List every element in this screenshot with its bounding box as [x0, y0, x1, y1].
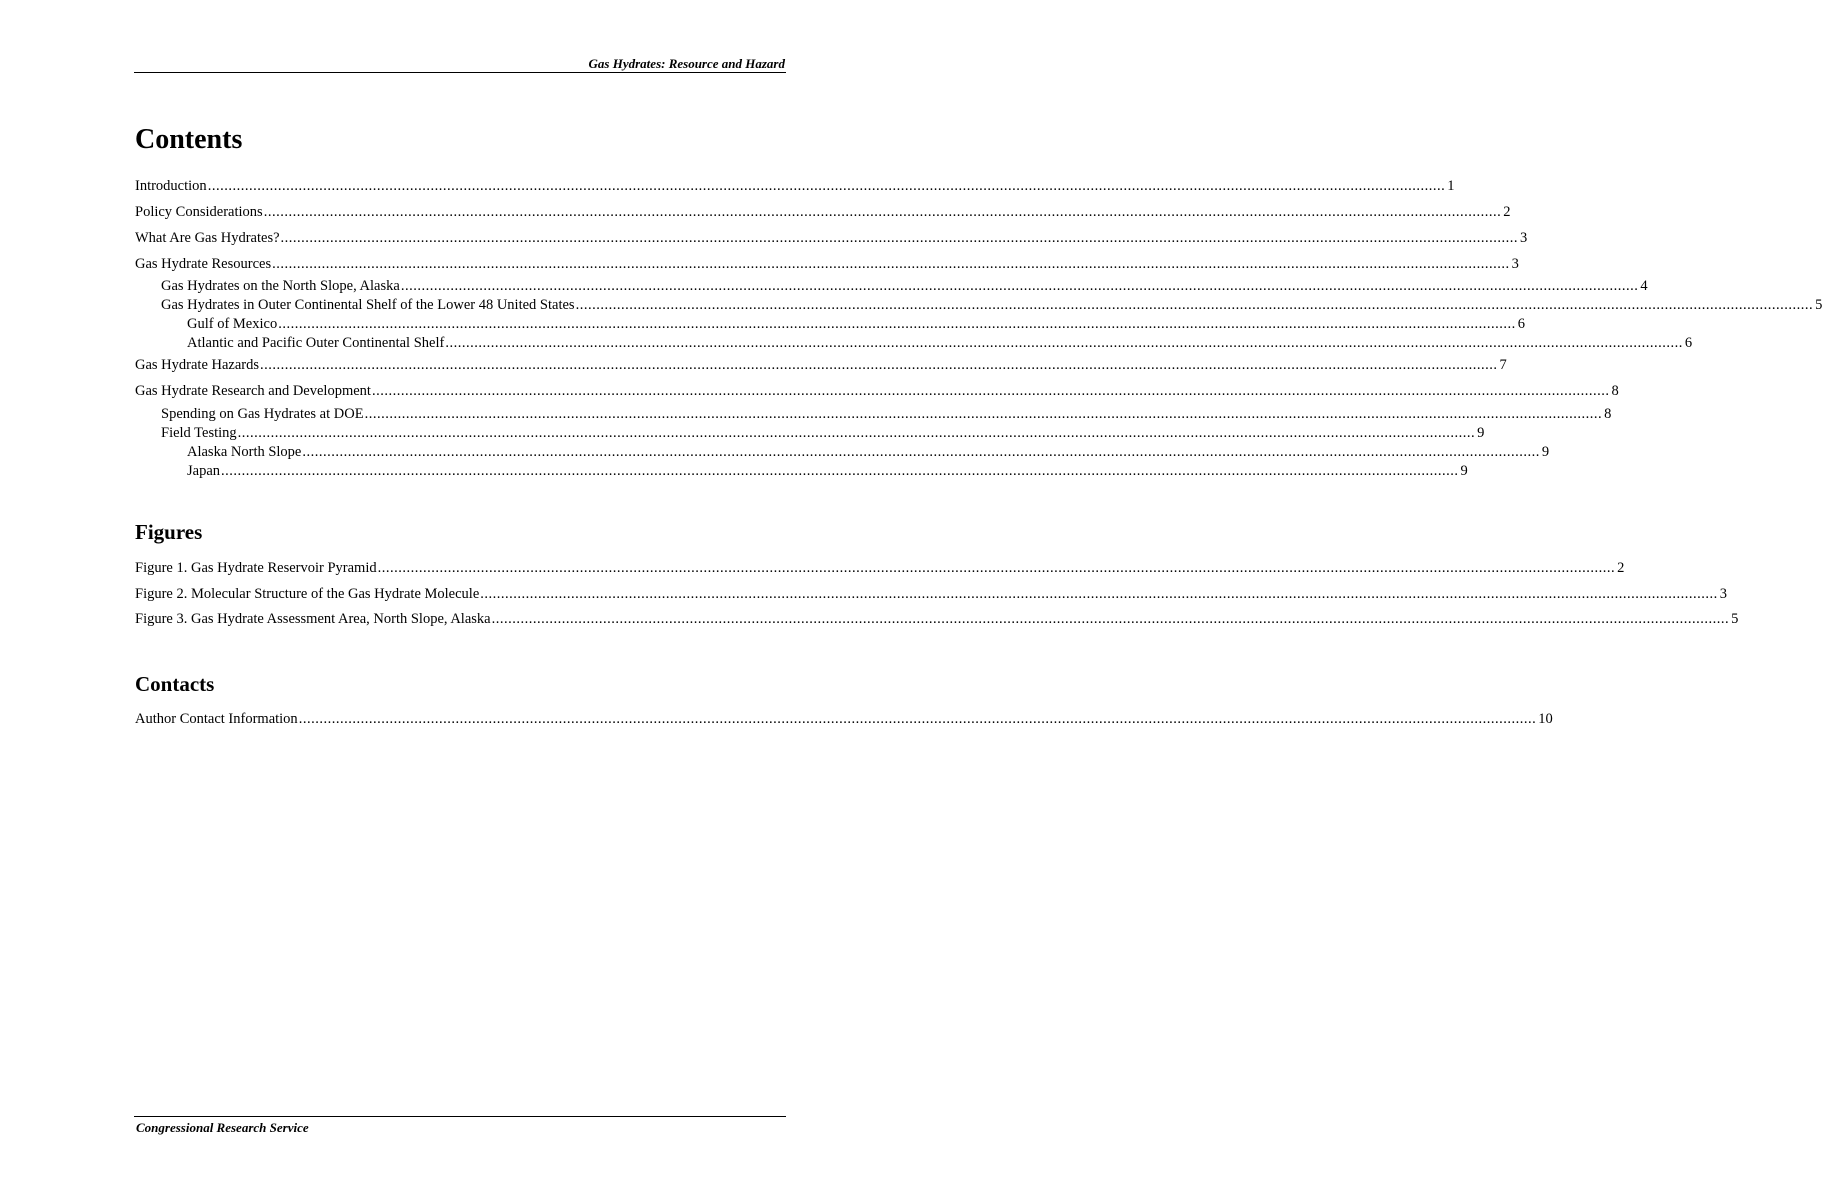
toc-leader: ............................................................................................................................................................................................................................................................................................................ [272, 256, 1510, 272]
toc-leader: ............................................................................................................................................................................................................................................................................................................ [207, 178, 1446, 194]
toc-page-number: 9 [1541, 444, 1550, 460]
toc-entry-label: Gas Hydrate Hazards [135, 357, 260, 373]
toc-page-number: 3 [1520, 230, 1528, 246]
toc-page-number: 4 [1640, 278, 1648, 294]
toc-leader: ............................................................................................................................................................................................................................................................................................................ [237, 425, 1476, 441]
toc-entry-label: Alaska North Slope [187, 444, 302, 460]
toc-page-number: 6 [1684, 335, 1693, 351]
toc-entry-label: Gulf of Mexico [187, 316, 278, 332]
toc-entry-label: Gas Hydrates on the North Slope, Alaska [161, 278, 400, 294]
toc-entry[interactable] [135, 255, 1519, 273]
figures-heading: Figures [135, 520, 203, 544]
toc-page-number: 7 [1499, 357, 1507, 373]
toc-page-number: 9 [1477, 425, 1485, 441]
toc-entry[interactable] [135, 610, 1739, 628]
toc-entry-label: Figure 2. Molecular Structure of the Gas Hydrate Molecule [135, 586, 480, 602]
toc-entry-label: Field Testing [161, 425, 237, 441]
toc-leader: ............................................................................................................................................................................................................................................................................................................ [480, 586, 1718, 602]
toc-entry-label: Gas Hydrates in Outer Continental Shelf of the Lower 48 United States [161, 297, 575, 313]
toc-leader: ............................................................................................................................................................................................................................................................................................................ [371, 383, 1610, 399]
toc-entry[interactable] [135, 277, 1648, 295]
toc-page-number: 3 [1511, 256, 1519, 272]
toc-page-number: 3 [1719, 586, 1728, 602]
running-header: Gas Hydrates: Resource and Hazard [588, 56, 785, 71]
toc-entry[interactable] [135, 356, 1507, 374]
toc-leader: ............................................................................................................................................................................................................................................................................................................ [445, 335, 1683, 351]
toc-page-number: 6 [1517, 316, 1525, 332]
toc-page-number: 2 [1503, 204, 1511, 220]
toc-leader: ............................................................................................................................................................................................................................................................................................................ [263, 204, 1502, 220]
toc-leader: ............................................................................................................................................................................................................................................................................................................ [278, 316, 1516, 332]
toc-entry[interactable] [135, 334, 1693, 352]
toc-page-number: 5 [1815, 297, 1822, 313]
toc-entry[interactable] [135, 585, 1728, 603]
toc-entry[interactable] [135, 443, 1550, 461]
toc-leader: ............................................................................................................................................................................................................................................................................................................ [400, 278, 1639, 294]
toc-page-number: 9 [1460, 463, 1468, 479]
toc-entry[interactable] [135, 315, 1525, 333]
toc-entry-label: Figure 3. Gas Hydrate Assessment Area, North Slope, Alaska [135, 611, 491, 627]
toc-entry-label: Policy Considerations [135, 204, 263, 220]
toc-entry-label: Gas Hydrate Resources [135, 256, 272, 272]
toc-leader: ............................................................................................................................................................................................................................................................................................................ [260, 357, 1498, 373]
toc-leader: ............................................................................................................................................................................................................................................................................................................ [280, 230, 1519, 246]
toc-page-number: 1 [1447, 178, 1455, 194]
toc-page-number: 2 [1617, 560, 1625, 576]
contents-heading: Contents [135, 124, 243, 155]
toc-leader: ............................................................................................................................................................................................................................................................................................................ [302, 444, 1540, 460]
toc-entry[interactable] [135, 229, 1528, 247]
toc-entry-label: Introduction [135, 178, 207, 194]
toc-entry-label: What Are Gas Hydrates? [135, 230, 280, 246]
toc-entry-label: Japan [187, 463, 221, 479]
toc-page-number: 10 [1538, 711, 1553, 727]
header-rule [134, 72, 786, 73]
toc-entry[interactable] [135, 559, 1625, 577]
toc-entry[interactable] [135, 296, 1822, 314]
toc-leader: ............................................................................................................................................................................................................................................................................................................ [491, 611, 1730, 627]
toc-entry-label: Atlantic and Pacific Outer Continental Shelf [187, 335, 445, 351]
toc-entry[interactable] [135, 203, 1511, 221]
toc-entry-label: Gas Hydrate Research and Development [135, 383, 371, 399]
toc-page-number: 8 [1611, 383, 1619, 399]
contacts-heading: Contacts [135, 672, 215, 696]
toc-page-number: 8 [1604, 406, 1612, 422]
toc-entry[interactable] [135, 424, 1485, 442]
toc-entry[interactable] [135, 710, 1553, 728]
toc-leader: ............................................................................................................................................................................................................................................................................................................ [364, 406, 1603, 422]
toc-entry[interactable] [135, 382, 1619, 400]
toc-entry-label: Figure 1. Gas Hydrate Reservoir Pyramid [135, 560, 377, 576]
toc-entry[interactable] [135, 405, 1612, 423]
toc-page-number: 5 [1731, 611, 1739, 627]
footer-rule [134, 1116, 786, 1117]
toc-entry-label: Spending on Gas Hydrates at DOE [161, 406, 364, 422]
toc-leader: ............................................................................................................................................................................................................................................................................................................ [575, 297, 1814, 313]
toc-entry[interactable] [135, 177, 1455, 195]
toc-leader: ............................................................................................................................................................................................................................................................................................................ [221, 463, 1459, 479]
running-footer: Congressional Research Service [136, 1120, 309, 1135]
toc-leader: ............................................................................................................................................................................................................................................................................................................ [298, 711, 1537, 727]
toc-leader: ............................................................................................................................................................................................................................................................................................................ [377, 560, 1616, 576]
toc-entry-label: Author Contact Information [135, 711, 298, 727]
toc-entry[interactable] [135, 462, 1468, 480]
